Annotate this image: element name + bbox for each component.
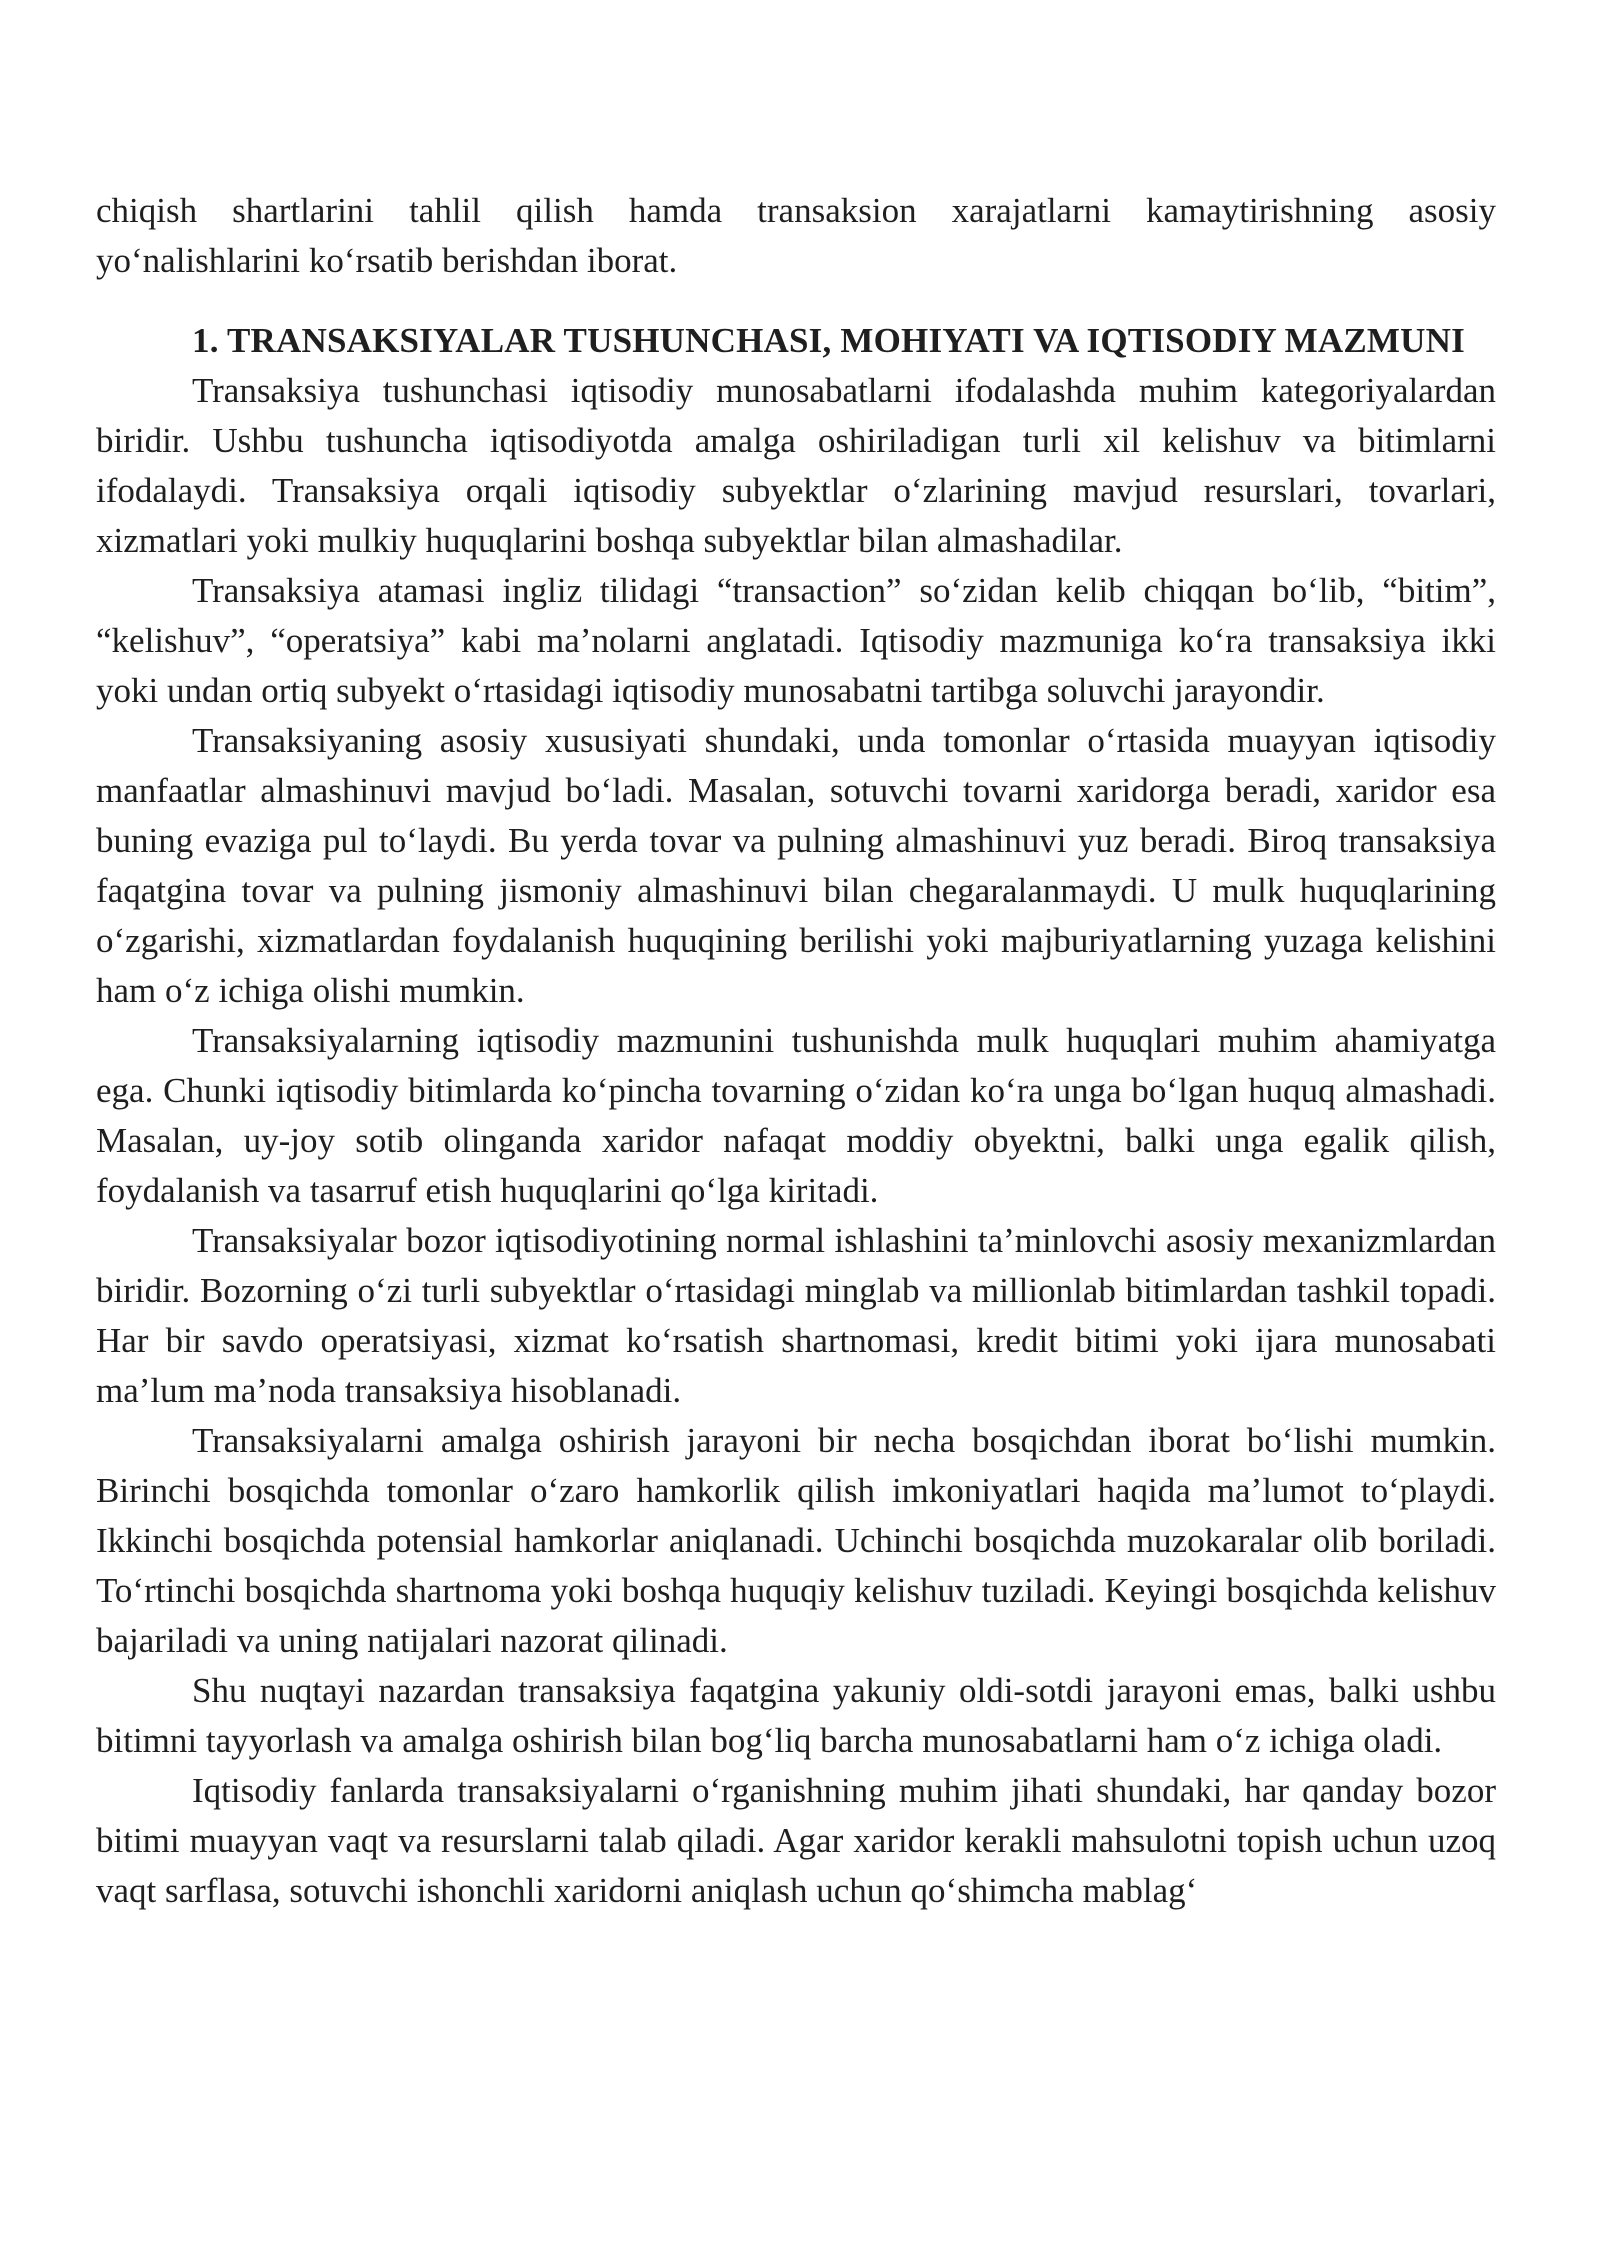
body-paragraph-6: Transaksiyalarni amalga oshirish jarayoni bir necha bosqichdan iborat bo‘lishi mumkin. Birinchi bosqichda tomonlar o‘zaro hamkorlik qilish imkoniyatlari haqida ma’lumot to‘playdi. Ikkinchi bosqichda potensial hamkorlar aniqlanadi. Uchinchi bosqichda muzokaralar olib boriladi. To‘rtinchi bosqichda shartnoma yoki boshqa huquqiy kelishuv tuziladi. Keyingi bosqichda kelishuv bajariladi va uning natijalari nazorat qilinadi.: [96, 1421, 1496, 1660]
body-paragraph-1: Transaksiya tushunchasi iqtisodiy munosabatlarni ifodalashda muhim kategoriyalardan biridir. Ushbu tushuncha iqtisodiyotda amalga oshiriladigan turli xil kelishuv va bitimlarni ifodalaydi. Transaksiya orqali iqtisodiy subyektlar o‘zlarining mavjud resurslari, tovarlari, xizmatlari yoki mulkiy huquqlarini boshqa subyektlar bilan almashadilar.: [96, 371, 1496, 560]
body-paragraph-8: Iqtisodiy fanlarda transaksiyalarni o‘rganishning muhim jihati shundaki, har qanday bozor bitimi muayyan vaqt va resurslarni talab qiladi. Agar xaridor kerakli mahsulotni topish uchun uzoq vaqt sarflasa, sotuvchi ishonchli xaridorni aniqlash uchun qo‘shimcha mablag‘: [96, 1771, 1496, 1910]
intro-continuation-paragraph: chiqish shartlarini tahlil qilish hamda transaksion xarajatlarni kamaytirishning asosiy yo‘nalishlarini ko‘rsatib berishdan iborat.: [96, 191, 1496, 280]
body-paragraph-3: Transaksiyaning asosiy xususiyati shundaki, unda tomonlar o‘rtasida muayyan iqtisodiy manfaatlar almashinuvi mavjud bo‘ladi. Masalan, sotuvchi tovarni xaridorga beradi, xaridor esa buning evaziga pul to‘laydi. Bu yerda tovar va pulning almashinuvi yuz beradi. Biroq transaksiya faqatgina tovar va pulning jismoniy almashinuvi bilan chegaralanmaydi. U mulk huquqlarining o‘zgarishi, xizmatlardan foydalanish huquqining berilishi yoki majburiyatlarning yuzaga kelishini ham o‘z ichiga olishi mumkin.: [96, 721, 1496, 1010]
body-paragraph-7: Shu nuqtayi nazardan transaksiya faqatgina yakuniy oldi-sotdi jarayoni emas, balki ushbu bitimni tayyorlash va amalga oshirish bilan bog‘liq barcha munosabatlarni ham o‘z ichiga oladi.: [96, 1671, 1496, 1760]
body-paragraph-2: Transaksiya atamasi ingliz tilidagi “transaction” so‘zidan kelib chiqqan bo‘lib, “bitim”, “kelishuv”, “operatsiya” kabi ma’nolarni anglatadi. Iqtisodiy mazmuniga ko‘ra transaksiya ikki yoki undan ortiq subyekt o‘rtasidagi iqtisodiy munosabatni tartibga soluvchi jarayondir.: [96, 571, 1496, 710]
body-paragraph-4: Transaksiyalarning iqtisodiy mazmunini tushunishda mulk huquqlari muhim ahamiyatga ega. Chunki iqtisodiy bitimlarda ko‘pincha tovarning o‘zidan ko‘ra unga bo‘lgan huquq almashadi. Masalan, uy-joy sotib olinganda xaridor nafaqat moddiy obyektni, balki unga egalik qilish, foydalanish va tasarruf etish huquqlarini qo‘lga kiritadi.: [96, 1021, 1496, 1210]
body-paragraph-5: Transaksiyalar bozor iqtisodiyotining normal ishlashini ta’minlovchi asosiy mexanizmlardan biridir. Bozorning o‘zi turli subyektlar o‘rtasidagi minglab va millionlab bitimlardan tashkil topadi. Har bir savdo operatsiyasi, xizmat ko‘rsatish shartnomasi, kredit bitimi yoki ijara munosabati ma’lum ma’noda transaksiya hisoblanadi.: [96, 1221, 1496, 1410]
document-page: [96, 186, 1496, 1916]
section-heading: 1. TRANSAKSIYALAR TUSHUNCHASI, MOHIYATI VA IQTISODIY MAZMUNI: [192, 321, 1465, 360]
